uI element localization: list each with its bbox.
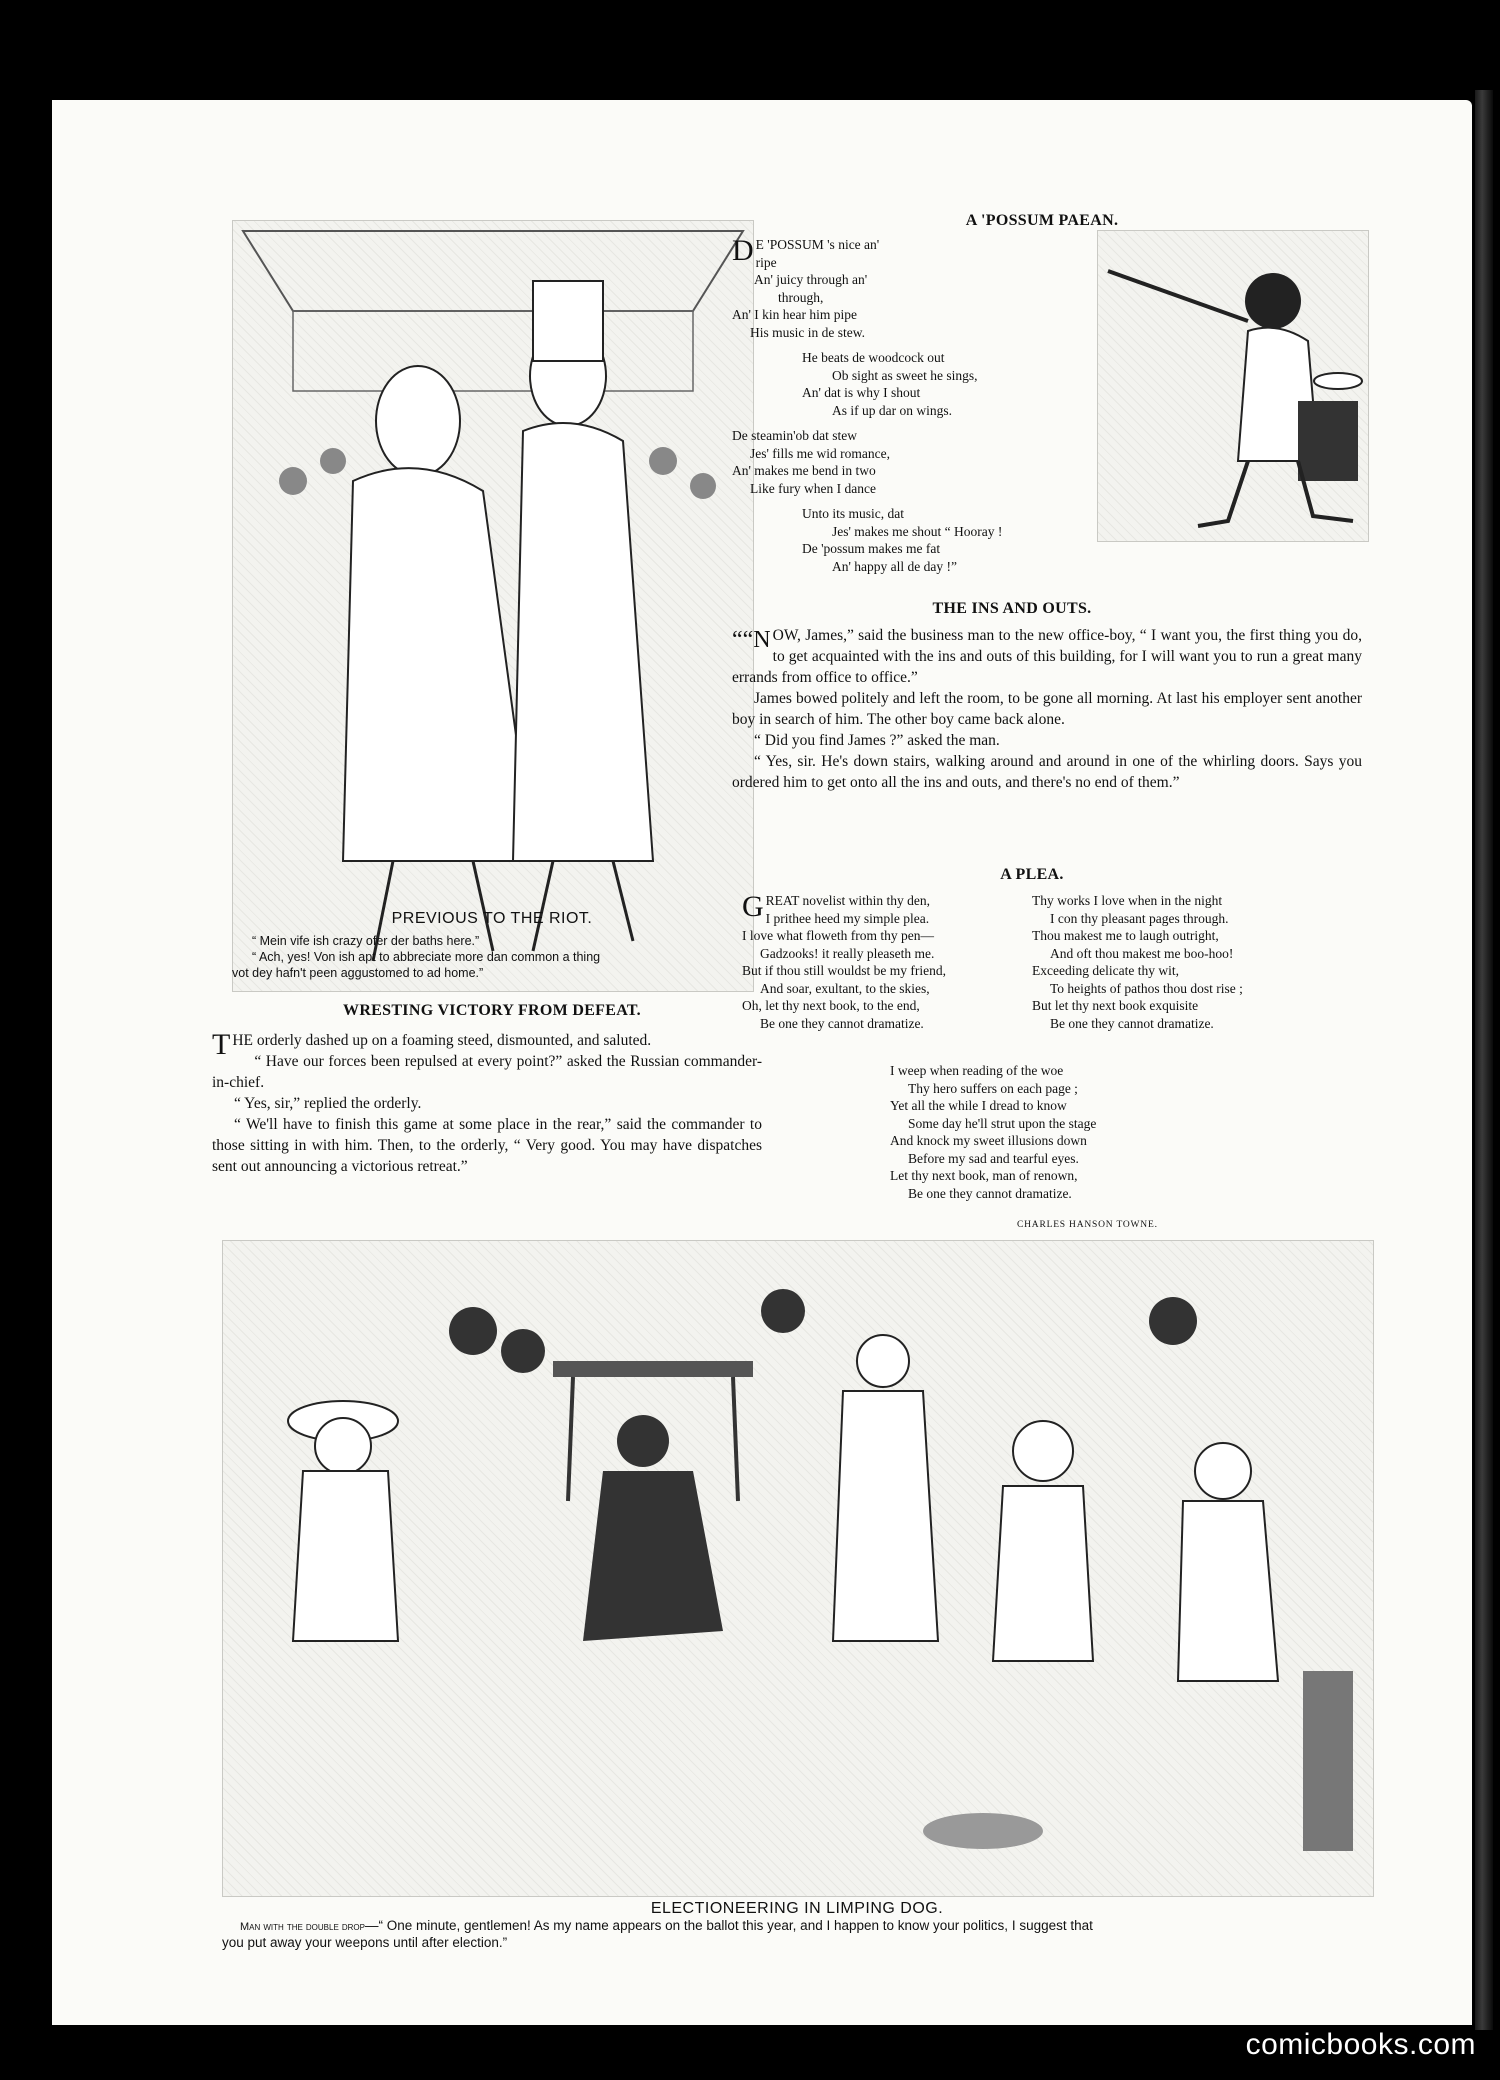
riot-quote-line: “ Mein vife ish crazy ofer der baths here.” xyxy=(252,934,480,948)
possum-line: An' juicy through an' xyxy=(754,272,868,287)
magazine-page xyxy=(52,100,1472,2025)
plea-line: Be one they cannot dramatize. xyxy=(760,1015,924,1031)
binding-spine xyxy=(1475,90,1493,2030)
wrestling-paragraph: HE orderly dashed up on a foaming steed, dismounted, and saluted. xyxy=(232,1032,652,1049)
plea-line: Oh, let thy next book, to the end, xyxy=(742,998,920,1013)
possum-drop-cap: D xyxy=(732,234,754,267)
plea-heading: A PLEA. xyxy=(1000,866,1064,883)
election-speaker: Man with the double drop xyxy=(240,1921,365,1933)
plea-line: And oft thou makest me boo-hoo! xyxy=(1050,945,1234,961)
bottom-cartoon-drawing xyxy=(223,1241,1373,1896)
plea-line: And soar, exultant, to the skies, xyxy=(760,980,930,996)
plea-line: And knock my sweet illusions down xyxy=(890,1133,1087,1148)
ins-paragraph: “ Did you find James ?” asked the man. xyxy=(754,732,1000,749)
plea-line: But let thy next book exquisite xyxy=(1032,998,1199,1013)
plea-line: Thou makest me to laugh outright, xyxy=(1032,928,1219,943)
top-cartoon-drawing xyxy=(233,221,753,991)
ins-heading: THE INS AND OUTS. xyxy=(932,600,1092,617)
wrestling-heading: WRESTING VICTORY FROM DEFEAT. xyxy=(343,1002,641,1019)
possum-line: An' happy all de day !” xyxy=(832,558,958,574)
possum-line: Ob sight as sweet he sings, xyxy=(832,367,978,383)
election-quote-line: —“ One minute, gentlemen! As my name appears on the ballot this year, and I happen to know your politics, I suggest that xyxy=(364,1918,1093,1933)
plea-stanza-bottom xyxy=(890,1062,1220,1202)
ins-paragraph: OW, James,” said the business man to the new office-boy, “ I want you, the first thing you do, to get acquainted with the ins and outs of this building, for I will want you to run a great many errands from office to office.” xyxy=(732,627,1362,686)
possum-poem xyxy=(732,236,1092,575)
election-caption-title: ELECTIONEERING IN LIMPING DOG. xyxy=(650,1900,944,1917)
riot-quote xyxy=(232,933,772,981)
plea-stanza-right xyxy=(1032,892,1362,1032)
top-cartoon-illustration xyxy=(232,220,754,992)
possum-line: An' I kin hear him pipe xyxy=(732,307,858,322)
plea-line: Thy works I love when in the night xyxy=(1032,893,1223,908)
possum-line: An' makes me bend in two xyxy=(732,463,876,478)
possum-line: He beats de woodcock out xyxy=(802,350,945,365)
plea-line: I weep when reading of the woe xyxy=(890,1063,1064,1078)
site-watermark: comicbooks.com xyxy=(1245,2028,1476,2061)
possum-line: Like fury when I dance xyxy=(750,480,876,496)
plea-line: REAT novelist within thy den, xyxy=(765,893,931,908)
riot-caption-title: PREVIOUS TO THE RIOT. xyxy=(391,910,593,927)
plea-line: Gadzooks! it really pleaseth me. xyxy=(760,945,935,961)
plea-line: Thy hero suffers on each page ; xyxy=(908,1080,1078,1096)
possum-line: De steamin'ob dat stew xyxy=(732,428,858,443)
plea-line: Before my sad and tearful eyes. xyxy=(908,1150,1079,1166)
election-caption-quote xyxy=(222,1918,1372,1951)
possum-line: Jes' makes me shout “ Hooray ! xyxy=(832,523,1003,539)
possum-line: De 'possum makes me fat xyxy=(802,541,941,556)
plea-drop-cap: G xyxy=(742,890,764,923)
possum-line: through, xyxy=(778,289,824,305)
plea-line: Be one they cannot dramatize. xyxy=(908,1185,1072,1201)
ins-paragraph: “ Yes, sir. He's down stairs, walking around and around in one of the whirling doors. Says you ordered him to get onto all the ins and outs, and there's no end of them.” xyxy=(732,753,1362,791)
wrestling-paragraph: “ We'll have to finish this game at some place in the rear,” said the commander to those sitting in with him. Then, to the orderly, “ Very good. You may have dispatches sent out announcing a victorious retreat.” xyxy=(212,1116,762,1175)
ins-drop-cap: ““N xyxy=(732,627,771,653)
plea-line: Be one they cannot dramatize. xyxy=(1050,1015,1214,1031)
possum-line: Unto its music, dat xyxy=(802,506,904,521)
possum-line: ripe xyxy=(755,254,777,270)
wrestling-paragraph: “ Yes, sir,” replied the orderly. xyxy=(234,1095,422,1112)
possum-line: E 'POSSUM 's nice an' xyxy=(755,237,880,252)
possum-heading: A 'POSSUM PAEAN. xyxy=(965,212,1119,229)
bottom-cartoon-illustration xyxy=(222,1240,1374,1897)
plea-line: Some day he'll strut upon the stage xyxy=(908,1115,1097,1131)
plea-line: Let thy next book, man of renown, xyxy=(890,1168,1078,1183)
possum-line: An' dat is why I shout xyxy=(802,385,921,400)
plea-stanza-left xyxy=(742,892,1042,1032)
plea-line: Exceeding delicate thy wit, xyxy=(1032,963,1179,978)
ins-article xyxy=(732,625,1362,793)
riot-quote-line: “ Ach, yes! Von ish apt to abbreciate more dan common a thing xyxy=(252,950,601,964)
possum-line: His music in de stew. xyxy=(750,324,865,340)
possum-line: As if up dar on wings. xyxy=(832,402,952,418)
plea-line: I prithee heed my simple plea. xyxy=(765,910,930,926)
plea-line: I love what floweth from thy pen— xyxy=(742,928,934,943)
wrestling-article xyxy=(212,1030,762,1177)
plea-line: But if thou still wouldst be my friend, xyxy=(742,963,946,978)
riot-quote-line: vot dey hafn't peen aggustomed to ad home.” xyxy=(232,966,484,980)
election-quote-line: you put away your weepons until after election.” xyxy=(222,1935,508,1950)
plea-line: I con thy pleasant pages through. xyxy=(1050,910,1229,926)
plea-author-credit: CHARLES HANSON TOWNE. xyxy=(1017,1220,1158,1230)
possum-cartoon-illustration xyxy=(1097,230,1369,542)
wrestling-drop-cap: T xyxy=(212,1028,231,1061)
plea-line: To heights of pathos thou dost rise ; xyxy=(1050,980,1243,996)
possum-line: Jes' fills me wid romance, xyxy=(750,445,891,461)
wrestling-paragraph: “ Have our forces been repulsed at every point?” asked the Russian commander-in-chief. xyxy=(212,1053,762,1091)
plea-line: Yet all the while I dread to know xyxy=(890,1098,1067,1113)
possum-cartoon-drawing xyxy=(1098,231,1368,541)
ins-paragraph: James bowed politely and left the room, to be gone all morning. At last his employer sent another boy in search of him. The other boy came back alone. xyxy=(732,690,1362,728)
